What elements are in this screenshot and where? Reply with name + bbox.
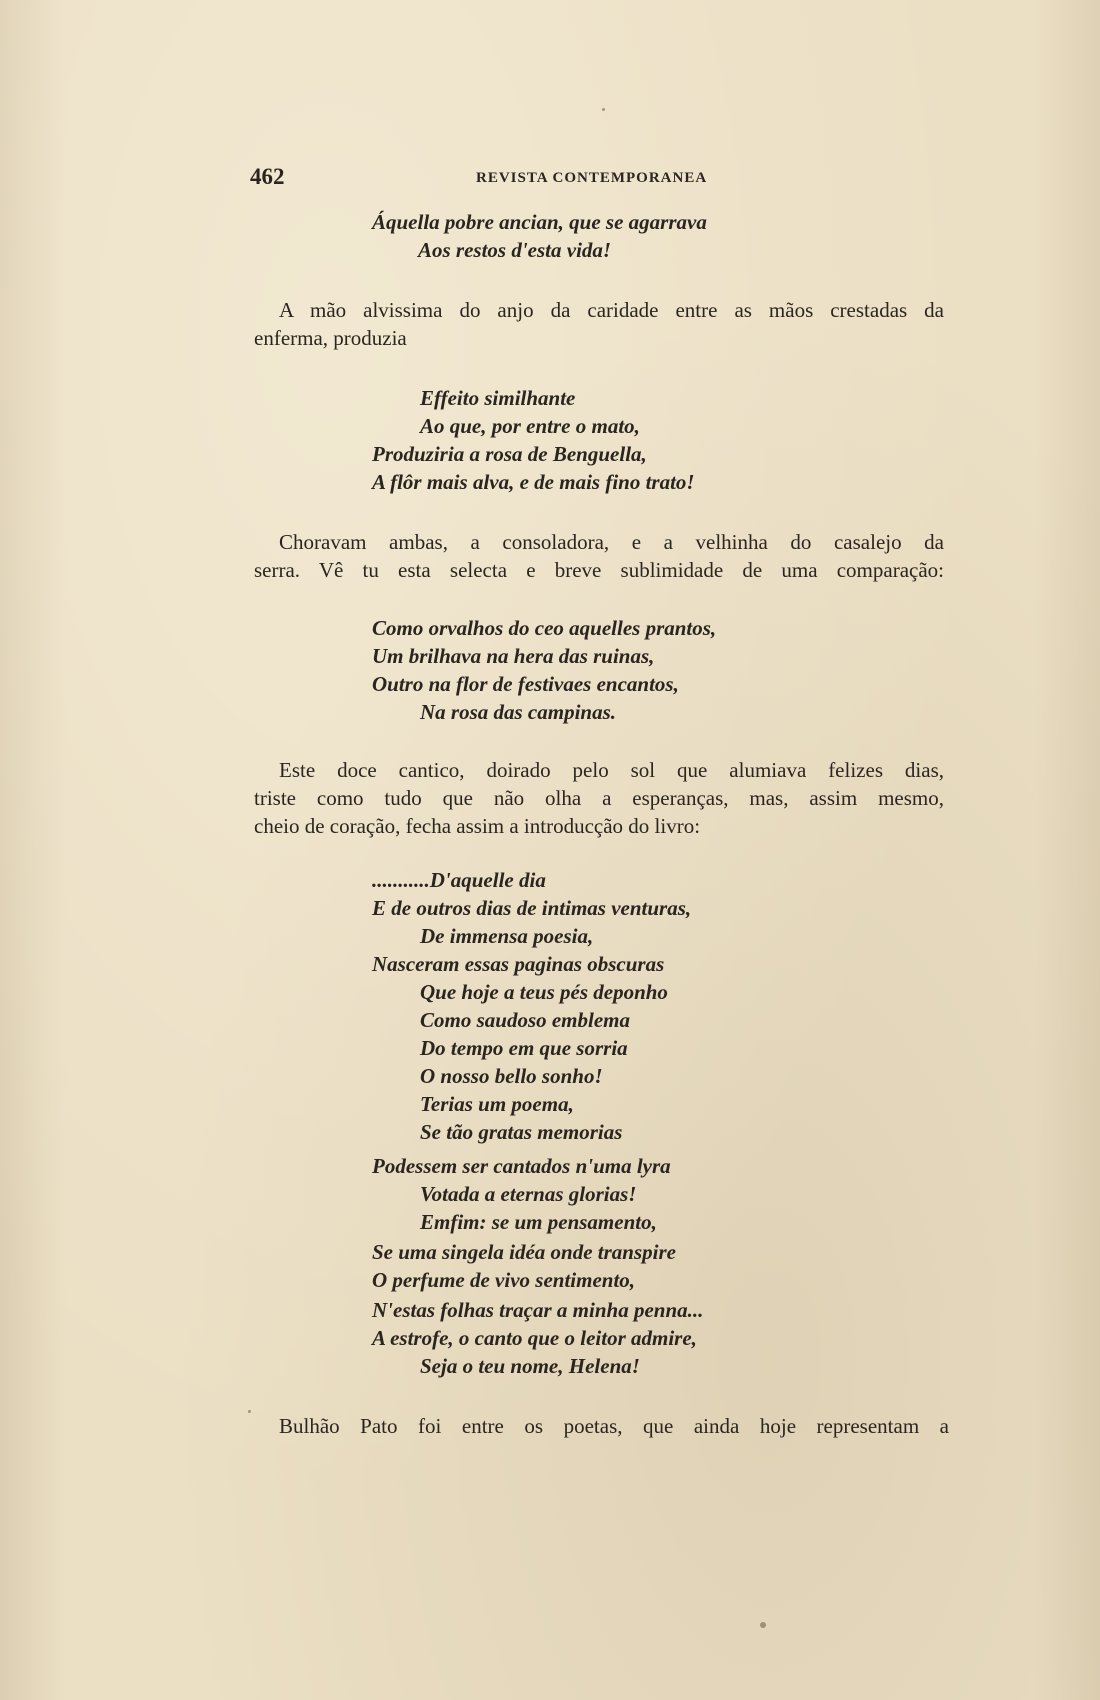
verse-line: Outro na flor de festivaes encantos,: [372, 672, 679, 696]
verse-line: Que hoje a teus pés deponho: [420, 980, 668, 1004]
verse-line: ...........D'aquelle dia: [372, 868, 546, 892]
verse-line: Ao que, por entre o mato,: [420, 414, 640, 438]
verse-line: Do tempo em que sorria: [420, 1036, 628, 1060]
paragraph-line: cheio de coração, fecha assim a introducção do livro:: [254, 814, 701, 838]
page-number: 462: [250, 164, 285, 189]
verse-line: Um brilhava na hera das ruinas,: [372, 644, 655, 668]
verse-line: Votada a eternas glorias!: [420, 1182, 637, 1206]
verse-line: Emfim: se um pensamento,: [420, 1210, 657, 1234]
verse-line: Na rosa das campinas.: [420, 700, 617, 724]
verse-line: Produziria a rosa de Benguella,: [372, 442, 647, 466]
verse-line: A estrofe, o canto que o leitor admire,: [372, 1326, 697, 1350]
verse-line: Aos restos d'esta vida!: [418, 238, 612, 262]
paragraph-line: triste como tudo que não olha a esperanças, mas, assim mesmo,: [254, 786, 944, 810]
ink-speck: [602, 108, 605, 111]
verse-line: Nasceram essas paginas obscuras: [372, 952, 665, 976]
running-header: REVISTA CONTEMPORANEA: [476, 170, 708, 186]
verse-line: E de outros dias de intimas venturas,: [372, 896, 692, 920]
verse-line: Seja o teu nome, Helena!: [420, 1354, 640, 1378]
paragraph-line: A mão alvissima do anjo da caridade entre as mãos crestadas da: [279, 298, 944, 322]
verse-line: Effeito similhante: [420, 386, 576, 410]
paragraph-line: serra. Vê tu esta selecta e breve sublimidade de uma comparação:: [254, 558, 944, 582]
verse-line: A flôr mais alva, e de mais fino trato!: [372, 470, 695, 494]
paragraph-line: enferma, produzia: [254, 326, 407, 350]
ink-speck: [760, 1622, 766, 1628]
ink-speck: [248, 1410, 251, 1413]
verse-line: Terias um poema,: [420, 1092, 574, 1116]
verse-line: Podessem ser cantados n'uma lyra: [372, 1154, 671, 1178]
paragraph-line: Este doce cantico, doirado pelo sol que alumiava felizes dias,: [279, 758, 944, 782]
paragraph-line: Choravam ambas, a consoladora, e a velhinha do casalejo da: [279, 530, 944, 554]
verse-line: Se uma singela idéa onde transpire: [372, 1240, 676, 1264]
verse-line: De immensa poesia,: [420, 924, 594, 948]
verse-line: Como saudoso emblema: [420, 1008, 631, 1032]
paragraph-line: Bulhão Pato foi entre os poetas, que ainda hoje representam a: [279, 1414, 949, 1438]
verse-line: Áquella pobre ancian, que se agarrava: [372, 210, 707, 234]
verse-line: Como orvalhos do ceo aquelles prantos,: [372, 616, 717, 640]
verse-line: Se tão gratas memorias: [420, 1120, 623, 1144]
verse-line: O perfume de vivo sentimento,: [372, 1268, 636, 1292]
verse-line: N'estas folhas traçar a minha penna...: [372, 1298, 704, 1322]
verse-line: O nosso bello sonho!: [420, 1064, 603, 1088]
